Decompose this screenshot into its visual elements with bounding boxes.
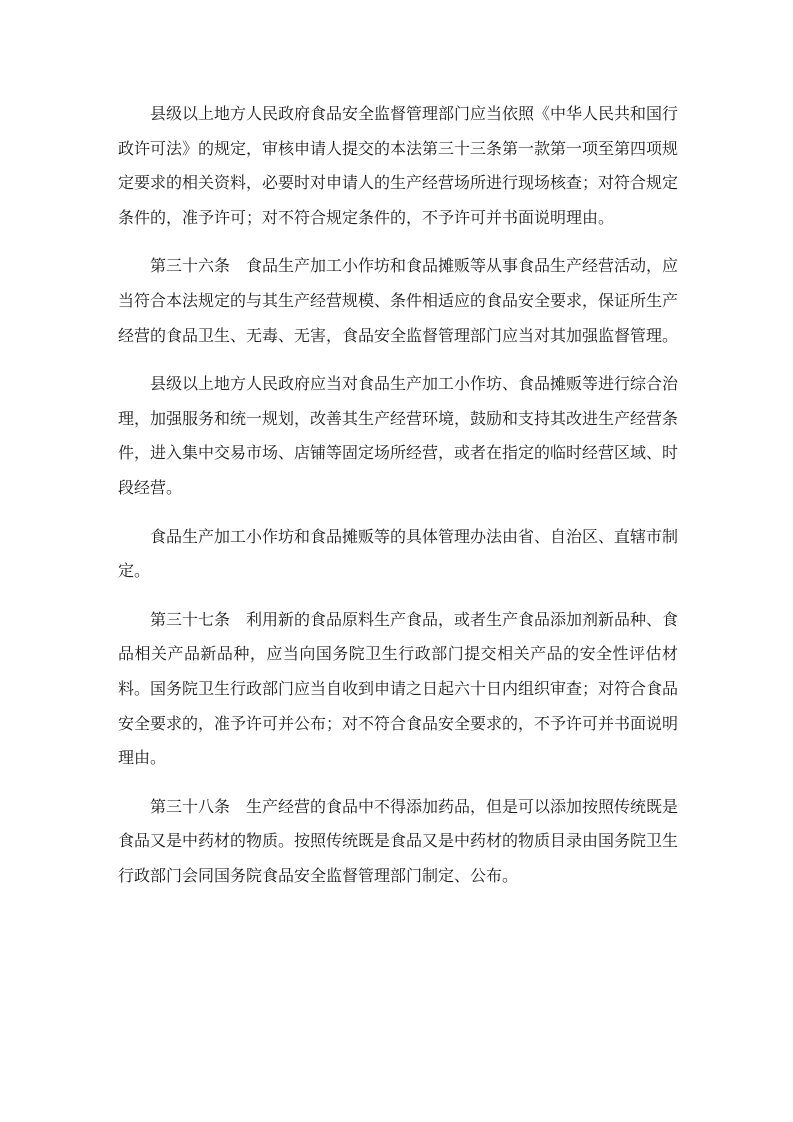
- paragraph-article-36: 第三十六条 食品生产加工小作坊和食品摊贩等从事食品生产经营活动，应当符合本法规定的与其生产经营规模、条件相适应的食品安全要求，保证所生产经营的食品卫生、无毒、无害，食品安全监督管理部门应当对其加强监督管理。: [118, 256, 679, 345]
- paragraph-article-38: 第三十八条 生产经营的食品中不得添加药品，但是可以添加按照传统既是食品又是中药材的物质。按照传统既是食品又是中药材的物质目录由国务院卫生行政部门会同国务院食品安全监督管理部门制定、公布。: [118, 796, 679, 885]
- paragraph-management-measures: 食品生产加工小作坊和食品摊贩等的具体管理办法由省、自治区、直辖市制定。: [118, 526, 679, 581]
- paragraph-county-comprehensive-governance: 县级以上地方人民政府应当对食品生产加工小作坊、食品摊贩等进行综合治理，加强服务和统一规划，改善其生产经营环境，鼓励和支持其改进生产经营条件，进入集中交易市场、店铺等固定场所经营，或者在指定的临时经营区域、时段经营。: [118, 374, 679, 497]
- document-body: [118, 97, 678, 907]
- paragraph-county-license-review: 县级以上地方人民政府食品安全监督管理部门应当依照《中华人民共和国行政许可法》的规定，审核申请人提交的本法第三十三条第一款第一项至第四项规定要求的相关资料，必要时对申请人的生产经营场所进行现场核查；对符合规定条件的，准予许可；对不符合规定条件的，不予许可并书面说明理由。: [118, 104, 679, 227]
- paragraph-article-37: 第三十七条 利用新的食品原料生产食品，或者生产食品添加剂新品种、食品相关产品新品种，应当向国务院卫生行政部门提交相关产品的安全性评估材料。国务院卫生行政部门应当自收到申请之日起六十日内组织审查；对符合食品安全要求的，准予许可并公布；对不符合食品安全要求的，不予许可并书面说明理由。: [118, 609, 679, 768]
